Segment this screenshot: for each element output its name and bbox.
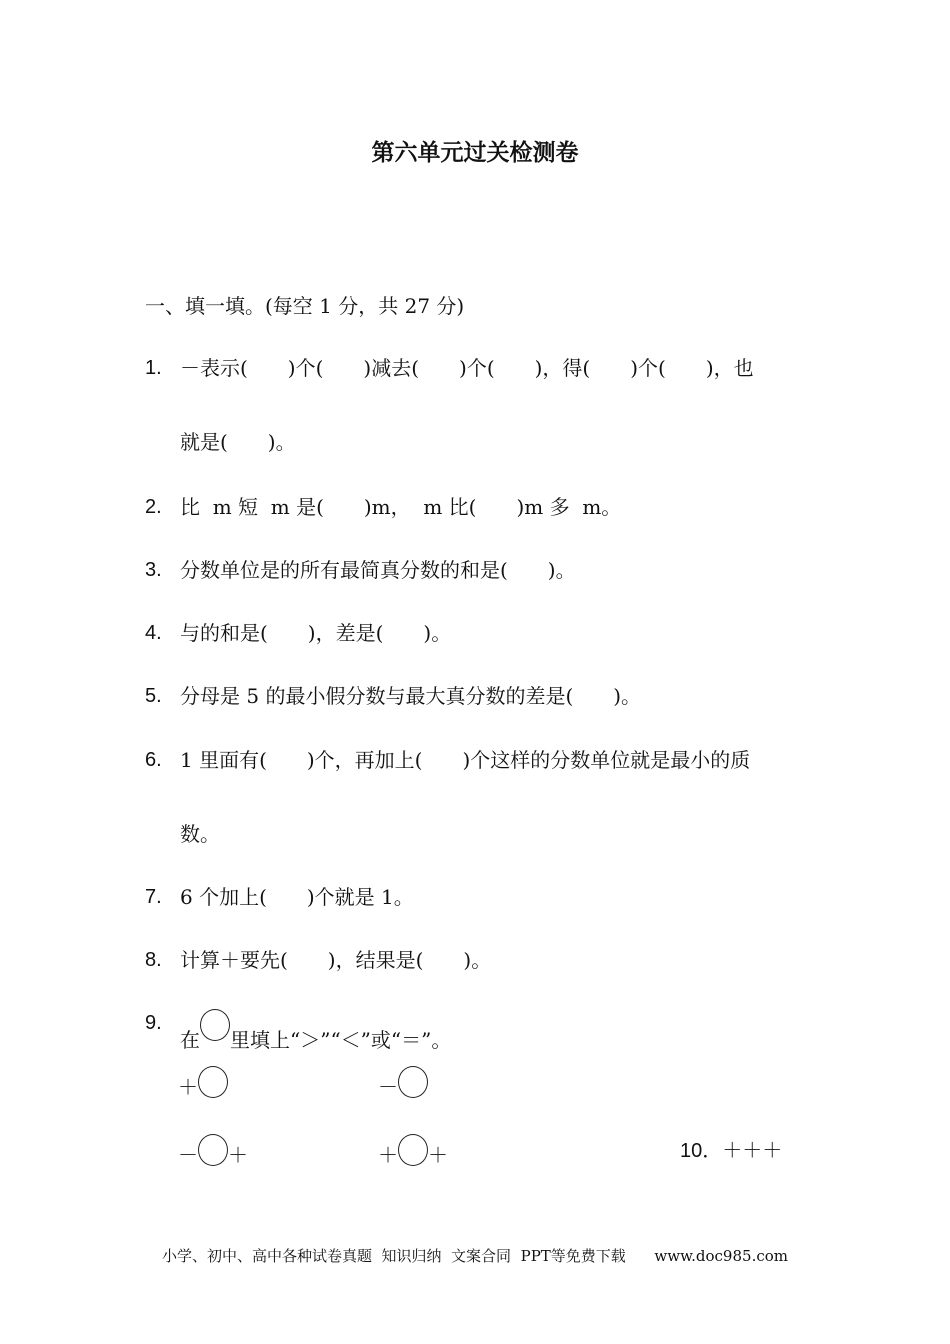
question-text: 就是( )。 [180,430,296,454]
question-text: 数。 [180,822,220,846]
compare-item [378,1066,428,1101]
compare-circle[interactable] [398,1066,428,1098]
compare-item [178,1066,228,1101]
operator: ＋ [428,1143,448,1167]
operator: － [378,1075,398,1099]
operator: － [178,1143,198,1167]
question-number: 10． [680,1140,723,1162]
question-text-before: 在 [180,1028,200,1052]
compare-item [178,1134,248,1169]
section-heading: 一、填一填。(每空 1 分，共 27 分) [145,294,465,318]
question-10 [680,1136,782,1165]
compare-circle[interactable] [198,1134,228,1166]
question-number: 9. [145,1012,162,1034]
circle-icon [200,1009,230,1041]
question-text: 分数单位是的所有最简真分数的和是( )。 [180,558,576,582]
question-number: 3. [145,559,162,581]
question-number: 5. [145,685,162,707]
operator: ＋ [378,1143,398,1167]
compare-circle[interactable] [398,1134,428,1166]
question-text: 分母是 5 的最小假分数与最大真分数的差是( )。 [180,684,642,708]
question-text: －表示( )个( )减去( )个( )，得( )个( )，也 [180,356,754,380]
compare-item [378,1134,448,1169]
question-text: ＋＋＋ [722,1138,783,1162]
operator: ＋ [178,1075,198,1099]
page-title: 第六单元过关检测卷 [371,140,579,166]
question-text: 计算＋要先( )，结果是( )。 [180,948,492,972]
question-text-after: 里填上“＞”“＜”或“＝”。 [230,1028,452,1052]
question-number: 7. [145,886,162,908]
question-text: 1 里面有( )个，再加上( )个这样的分数单位就是最小的质 [180,748,751,772]
compare-circle[interactable] [198,1066,228,1098]
question-number: 8. [145,949,162,971]
question-text [180,1009,451,1054]
question-number: 4. [145,622,162,644]
question-text: 与的和是( )，差是( )。 [180,621,452,645]
question-number: 6. [145,749,162,771]
question-number: 2. [145,496,162,518]
footer-text: 小学、初中、高中各种试卷真题 知识归纳 文案合同 PPT等免费下载 www.doc985.com [161,1247,788,1265]
question-text: 比 m 短 m 是( )m， m 比( )m 多 m。 [180,495,622,519]
question-text: 6 个加上( )个就是 1。 [180,885,414,909]
operator: ＋ [228,1143,248,1167]
question-number: 1. [145,357,162,379]
